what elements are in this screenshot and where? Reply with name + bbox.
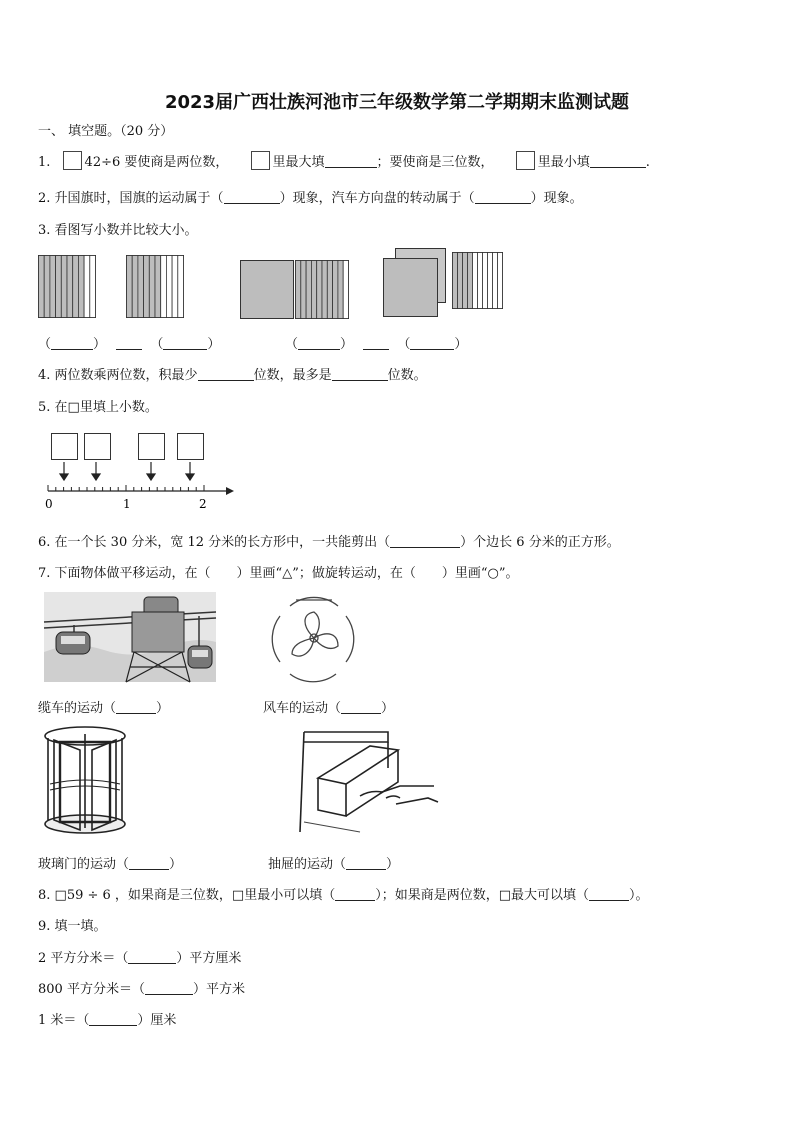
answer-blank[interactable] xyxy=(224,191,280,204)
number-line-figure xyxy=(40,430,240,514)
question-2 xyxy=(38,187,583,206)
q3-answer-row-1 xyxy=(38,333,220,352)
answer-box[interactable] xyxy=(178,434,204,460)
question-text: 升国旗时，国旗的运动属于（ xyxy=(54,191,224,206)
paren: ） xyxy=(340,337,354,352)
answer-blank[interactable] xyxy=(51,337,93,350)
decimal-strip xyxy=(50,256,56,318)
caption: ） xyxy=(381,701,395,716)
question-text: 位数，最多是 xyxy=(253,368,332,383)
question-number: 2. xyxy=(38,191,51,206)
paren: ） xyxy=(454,337,468,352)
decimal-strip xyxy=(327,261,332,319)
answer-blank[interactable] xyxy=(341,701,381,714)
answer-box[interactable] xyxy=(139,434,165,460)
decimal-strip xyxy=(166,256,172,318)
question-7 xyxy=(38,562,518,581)
tick-label: 1 xyxy=(123,497,131,511)
section-heading: 一、 填空题。（20 分） xyxy=(38,124,174,139)
q9-line-1 xyxy=(38,947,241,966)
answer-blank[interactable] xyxy=(129,857,169,870)
paren: （ xyxy=(397,337,411,352)
question-text: ；要使商是三位数， xyxy=(376,155,494,170)
decimal-strip xyxy=(149,256,155,318)
caption: 抽屉的运动（ xyxy=(268,857,347,872)
decimal-strip xyxy=(458,253,463,309)
question-number: 6. xyxy=(38,535,51,550)
question-number: 1. xyxy=(38,155,51,170)
decimal-strip xyxy=(73,256,79,318)
answer-blank[interactable] xyxy=(89,1013,137,1026)
decimal-strip xyxy=(296,261,301,319)
decimal-strip xyxy=(172,256,178,318)
tick-label: 0 xyxy=(45,497,53,511)
caption: ） xyxy=(169,857,183,872)
paren: （ xyxy=(150,337,164,352)
answer-blank[interactable] xyxy=(332,368,388,381)
answer-blank[interactable] xyxy=(589,888,629,901)
door-label xyxy=(38,853,182,872)
decimal-strip xyxy=(39,256,45,318)
decimal-strip xyxy=(138,256,144,318)
paren: ） xyxy=(93,337,107,352)
question-4 xyxy=(38,364,427,383)
question-text: 填一填。 xyxy=(54,919,107,934)
decimal-strip xyxy=(144,256,150,318)
compare-blank[interactable] xyxy=(363,337,389,350)
paren: （ xyxy=(38,337,52,352)
tick-label: 2 xyxy=(199,497,207,511)
question-number: 7. xyxy=(38,566,51,581)
decimal-strip xyxy=(311,261,316,319)
answer-blank[interactable] xyxy=(198,368,254,381)
answer-blank[interactable] xyxy=(335,888,375,901)
answer-blank[interactable] xyxy=(128,951,176,964)
question-text: 位数。 xyxy=(387,368,427,383)
question-text: 2 平方分米＝（ xyxy=(38,951,129,966)
cable-car-picture xyxy=(44,592,218,684)
tenths-strip-figure xyxy=(295,260,351,320)
decimal-strip xyxy=(127,256,133,318)
decimal-strip xyxy=(178,256,184,318)
drawer-label xyxy=(268,853,399,872)
decimal-strip xyxy=(343,261,348,319)
question-text: . xyxy=(645,155,650,170)
question-text: ）；如果商是两位数，□最大可以填（ xyxy=(375,888,590,903)
q3-answer-row-2 xyxy=(285,333,467,352)
paren: （ xyxy=(285,337,299,352)
question-3 xyxy=(38,219,198,238)
decimal-strip xyxy=(56,256,62,318)
question-number: 8. xyxy=(38,888,51,903)
q9-line-2 xyxy=(38,978,245,997)
decimal-strip xyxy=(478,253,483,309)
question-text: 两位数乘两位数，积最少 xyxy=(54,368,198,383)
question-text: 在一个长 30 分米，宽 12 分米的长方形中，一共能剪出（ xyxy=(54,535,391,550)
question-text: ）现象。 xyxy=(530,191,583,206)
revolving-door-picture xyxy=(40,724,130,836)
pinwheel-fan-picture xyxy=(272,596,356,682)
answer-blank[interactable] xyxy=(590,155,646,168)
answer-blank[interactable] xyxy=(325,155,377,168)
question-text: 1 米＝（ xyxy=(38,1013,90,1028)
question-text: ）厘米 xyxy=(137,1013,177,1028)
tenths-strip-figure xyxy=(126,255,186,319)
question-text: 在□里填上小数。 xyxy=(54,400,158,415)
decimal-strip xyxy=(161,256,167,318)
question-text: ）现象，汽车方向盘的转动属于（ xyxy=(279,191,475,206)
decimal-strip xyxy=(155,256,161,318)
question-number: 4. xyxy=(38,368,51,383)
question-text: 里最大填 xyxy=(272,155,325,170)
question-5 xyxy=(38,396,158,415)
decimal-strip xyxy=(473,253,478,309)
question-1 xyxy=(38,151,650,170)
decimal-strip xyxy=(306,261,311,319)
question-text: 下面物体做平移运动，在（ ）里画“△”；做旋转运动，在（ ）里画“○”。 xyxy=(54,566,519,581)
decimal-strip xyxy=(488,253,493,309)
drawer-picture xyxy=(300,728,440,836)
arrow-head-icon xyxy=(226,487,234,495)
caption: ） xyxy=(156,701,170,716)
question-text: 里最小填 xyxy=(537,155,590,170)
question-6 xyxy=(38,531,620,550)
decimal-strip xyxy=(493,253,498,309)
decimal-strip xyxy=(132,256,138,318)
decimal-strip xyxy=(468,253,473,309)
answer-blank[interactable] xyxy=(346,857,386,870)
question-text: □59 ÷ 6 ，如果商是三位数，□里最小可以填（ xyxy=(54,888,336,903)
answer-box[interactable] xyxy=(52,434,78,460)
caption: 玻璃门的运动（ xyxy=(38,857,130,872)
decimal-strip xyxy=(338,261,343,319)
decimal-strip xyxy=(322,261,327,319)
cable-car-label xyxy=(38,697,169,716)
decimal-strip xyxy=(61,256,67,318)
decimal-strip xyxy=(333,261,338,319)
answer-box[interactable] xyxy=(251,151,270,170)
paren: ） xyxy=(207,337,221,352)
question-8 xyxy=(38,884,649,903)
decimal-strip xyxy=(317,261,322,319)
question-text: 看图写小数并比较大小。 xyxy=(54,223,198,238)
decimal-strip xyxy=(453,253,458,309)
answer-blank[interactable] xyxy=(163,337,207,350)
answer-box[interactable] xyxy=(516,151,535,170)
decimal-strip xyxy=(498,253,503,309)
question-text: 42÷6 要使商是两位数， xyxy=(84,155,229,170)
answer-blank[interactable] xyxy=(390,535,460,548)
question-text: ）平方米 xyxy=(192,982,245,997)
answer-blank[interactable] xyxy=(145,982,193,995)
question-text: ）。 xyxy=(629,888,649,903)
tenths-strip-figure xyxy=(38,255,98,319)
mixed-decimal-figure xyxy=(383,248,507,320)
whole-square-figure xyxy=(240,260,296,320)
question-9 xyxy=(38,915,107,934)
page-title: 2023届广西壮族河池市三年级数学第二学期期末监测试题 xyxy=(164,92,630,113)
q9-line-3 xyxy=(38,1009,176,1028)
decimal-strip xyxy=(84,256,90,318)
question-number: 5. xyxy=(38,400,51,415)
question-text: ）平方厘米 xyxy=(176,951,242,966)
question-text: ）个边长 6 分米的正方形。 xyxy=(460,535,620,550)
question-text: 800 平方分米＝（ xyxy=(38,982,145,997)
decimal-strip xyxy=(301,261,306,319)
decimal-strip xyxy=(483,253,488,309)
question-number: 9. xyxy=(38,919,51,934)
compare-blank[interactable] xyxy=(116,337,142,350)
answer-blank[interactable] xyxy=(475,191,531,204)
decimal-strip xyxy=(44,256,50,318)
decimal-strip xyxy=(463,253,468,309)
answer-blank[interactable] xyxy=(116,701,156,714)
answer-blank[interactable] xyxy=(298,337,340,350)
caption: 风车的运动（ xyxy=(263,701,342,716)
answer-box[interactable] xyxy=(85,434,111,460)
decimal-strip xyxy=(67,256,73,318)
decimal-strip xyxy=(90,256,96,318)
fan-label xyxy=(263,697,394,716)
answer-blank[interactable] xyxy=(410,337,454,350)
answer-box[interactable] xyxy=(63,151,82,170)
caption: 缆车的运动（ xyxy=(38,701,117,716)
decimal-strip xyxy=(78,256,84,318)
question-number: 3. xyxy=(38,223,51,238)
caption: ） xyxy=(386,857,400,872)
